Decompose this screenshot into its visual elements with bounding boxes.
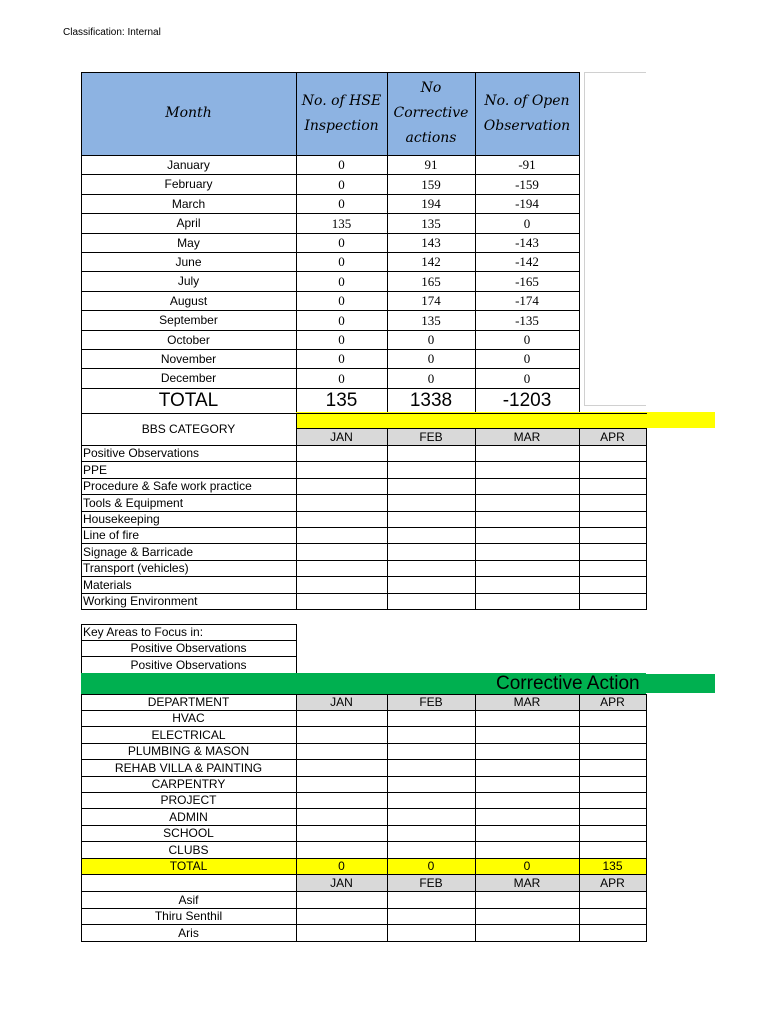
grid-line xyxy=(81,511,647,512)
focus-title: Key Areas to Focus in: xyxy=(83,625,204,639)
grid-line xyxy=(81,461,647,462)
summary-value: 0 xyxy=(338,254,345,269)
bbs-category-item: Housekeeping xyxy=(83,512,160,526)
department-item: ELECTRICAL xyxy=(151,727,226,742)
month-header: FEB xyxy=(419,875,443,890)
summary-value: 0 xyxy=(523,215,531,231)
summary-value: 0 xyxy=(338,293,345,308)
month-label: July xyxy=(177,274,200,288)
grid-line xyxy=(579,428,580,610)
department-item: CLUBS xyxy=(168,842,209,857)
grid-line xyxy=(81,368,580,369)
month-header: APR xyxy=(600,695,625,709)
grid-line xyxy=(81,624,297,625)
grid-line xyxy=(81,291,580,292)
month-header: FEB xyxy=(419,695,443,709)
bbs-category-item: Signage & Barricade xyxy=(83,544,194,559)
month-header: MAR xyxy=(513,875,541,890)
bbs-category-title: BBS CATEGORY xyxy=(141,421,236,436)
summary-value: -165 xyxy=(515,273,539,289)
department-total-label: TOTAL xyxy=(169,859,208,873)
grid-line xyxy=(81,656,297,657)
grid-line xyxy=(387,694,388,941)
summary-value: 0 xyxy=(338,332,345,347)
summary-value: 135 xyxy=(421,312,441,328)
grid-line xyxy=(81,155,580,156)
bbs-category-item: PPE xyxy=(83,462,108,477)
month-header: JAN xyxy=(330,875,353,890)
grid-line xyxy=(579,72,580,413)
grid-line xyxy=(81,560,647,561)
department-item: ADMIN xyxy=(169,809,208,824)
grid-line xyxy=(81,194,580,195)
department-header: DEPARTMENT xyxy=(147,695,230,709)
department-item: CARPENTRY xyxy=(151,777,226,791)
month-label: September xyxy=(159,313,218,327)
summary-value: 0 xyxy=(523,370,531,386)
grid-line xyxy=(81,743,647,744)
summary-value: 135 xyxy=(421,215,441,231)
grid-line xyxy=(81,174,580,175)
grid-line xyxy=(81,543,647,544)
month-header: MAR xyxy=(513,429,541,444)
department-item: PROJECT xyxy=(160,793,217,807)
summary-value: 0 xyxy=(338,176,345,192)
summary-value: 0 xyxy=(338,370,345,386)
grid-line xyxy=(81,494,647,495)
summary-value: 0 xyxy=(338,235,345,250)
summary-value: 159 xyxy=(421,176,441,192)
grid-line xyxy=(81,808,647,809)
grid-line xyxy=(387,428,388,610)
grid-line xyxy=(81,478,647,479)
grid-line xyxy=(579,694,580,941)
grid-line xyxy=(81,349,580,350)
grid-line xyxy=(296,624,297,673)
grid-line xyxy=(81,310,580,311)
summary-value: 0 xyxy=(338,351,345,366)
bbs-category-item: Transport (vehicles) xyxy=(83,561,189,575)
summary-value: 0 xyxy=(523,351,531,366)
header-open-observation: No. of Open Observation xyxy=(475,72,579,155)
grid-line xyxy=(81,874,647,875)
department-item: SCHOOL xyxy=(163,826,214,840)
focus-item: Positive Observations xyxy=(130,641,247,655)
department-total-value: 0 xyxy=(427,859,435,873)
grid-line xyxy=(81,726,647,727)
summary-value: 135 xyxy=(331,215,352,231)
person-name: Asif xyxy=(178,892,199,907)
header-hse-inspection: No. of HSE Inspection xyxy=(296,72,387,155)
department-total-value: 135 xyxy=(602,859,623,873)
department-total-value: 0 xyxy=(338,859,345,873)
grid-line xyxy=(475,694,476,941)
summary-value: 0 xyxy=(338,196,345,211)
summary-value: 0 xyxy=(427,351,435,366)
grid-line xyxy=(81,858,647,859)
grid-line xyxy=(81,825,647,826)
bbs-highlight-bar xyxy=(296,412,715,428)
grid-line xyxy=(296,694,297,941)
summary-value: -194 xyxy=(515,196,539,211)
month-label: November xyxy=(160,351,217,366)
department-item: HVAC xyxy=(172,711,205,725)
department-item: PLUMBING & MASON xyxy=(127,744,250,758)
summary-value: 0 xyxy=(427,370,435,386)
month-header: MAR xyxy=(513,695,541,709)
summary-total-value: -1203 xyxy=(502,390,552,411)
bbs-category-item: Working Environment xyxy=(83,594,198,608)
bbs-category-item: Tools & Equipment xyxy=(83,495,184,510)
grid-line xyxy=(475,72,476,413)
grid-line xyxy=(81,593,647,594)
grid-line xyxy=(81,413,647,414)
grid-line xyxy=(81,694,647,695)
summary-value: 0 xyxy=(523,332,531,347)
summary-value: 0 xyxy=(338,157,345,172)
month-header: APR xyxy=(600,875,625,890)
grid-line xyxy=(81,776,647,777)
month-label: October xyxy=(167,332,210,347)
grid-line xyxy=(646,694,647,941)
bbs-category-item: Procedure & Safe work practice xyxy=(83,479,252,493)
summary-value: -159 xyxy=(515,176,539,192)
summary-value: 165 xyxy=(421,273,441,289)
bbs-category-item: Line of fire xyxy=(83,528,140,542)
month-label: August xyxy=(169,293,208,308)
summary-value: -135 xyxy=(515,312,539,328)
grid-line xyxy=(81,413,82,610)
month-label: April xyxy=(176,216,201,230)
grid-line xyxy=(81,841,647,842)
grid-line xyxy=(81,213,580,214)
summary-value: 143 xyxy=(421,235,441,250)
summary-value: 142 xyxy=(421,254,441,269)
summary-value: 91 xyxy=(424,157,438,172)
summary-value: 174 xyxy=(421,293,441,308)
banner-tail xyxy=(646,674,715,693)
grid-line xyxy=(81,609,647,610)
header-month: Month xyxy=(81,72,296,155)
grid-line xyxy=(81,694,82,941)
grid-line xyxy=(81,271,580,272)
summary-value: 0 xyxy=(338,273,345,289)
month-label: March xyxy=(171,196,206,211)
month-header: JAN xyxy=(330,695,353,709)
month-label: February xyxy=(164,177,213,191)
grid-line xyxy=(81,759,647,760)
grid-line xyxy=(81,624,82,673)
grid-line xyxy=(81,527,647,528)
month-header: JAN xyxy=(330,429,353,444)
grid-line xyxy=(81,72,82,413)
grid-line xyxy=(296,428,647,429)
department-total-value: 0 xyxy=(523,859,531,873)
summary-value: -174 xyxy=(515,293,539,308)
grid-line xyxy=(81,924,647,925)
month-label: June xyxy=(175,254,202,269)
grid-line xyxy=(81,941,647,942)
person-name: Thiru Senthil xyxy=(154,909,223,923)
summary-value: 0 xyxy=(427,332,435,347)
grid-line xyxy=(81,233,580,234)
grid-line xyxy=(387,72,388,413)
person-name: Aris xyxy=(178,925,199,940)
summary-total-value: 135 xyxy=(325,390,358,411)
grid-line xyxy=(81,388,580,389)
grid-line xyxy=(81,792,647,793)
grid-line xyxy=(81,72,580,73)
month-label: May xyxy=(177,235,200,250)
corrective-action-banner: Corrective Action xyxy=(496,673,640,694)
header-corrective-actions: No Corrective actions xyxy=(387,72,475,155)
summary-value: -91 xyxy=(518,157,536,172)
grid-line xyxy=(81,252,580,253)
grid-line xyxy=(296,72,297,413)
month-header: APR xyxy=(600,429,625,444)
classification-label: Classification: Internal xyxy=(63,27,161,38)
grid-line xyxy=(81,576,647,577)
chart-frame xyxy=(584,72,646,406)
grid-line xyxy=(81,908,647,909)
month-label: December xyxy=(160,371,217,385)
bbs-category-item: Materials xyxy=(83,577,132,592)
grid-line xyxy=(81,445,647,446)
summary-value: 194 xyxy=(421,196,441,211)
grid-line xyxy=(81,710,647,711)
grid-line xyxy=(646,428,647,610)
bbs-category-item: Positive Observations xyxy=(83,446,200,460)
summary-value: -142 xyxy=(515,254,539,269)
summary-total-value: 1338 xyxy=(409,390,453,411)
summary-value: -143 xyxy=(515,235,539,250)
month-label: January xyxy=(167,157,210,172)
department-item: REHAB VILLA & PAINTING xyxy=(114,760,263,775)
summary-value: 0 xyxy=(338,312,345,328)
grid-line xyxy=(81,640,297,641)
grid-line xyxy=(296,413,297,610)
month-header: FEB xyxy=(419,429,443,444)
grid-line xyxy=(81,330,580,331)
grid-line xyxy=(81,891,647,892)
summary-total-label: TOTAL xyxy=(158,390,219,411)
grid-line xyxy=(475,428,476,610)
focus-item: Positive Observations xyxy=(130,657,247,672)
